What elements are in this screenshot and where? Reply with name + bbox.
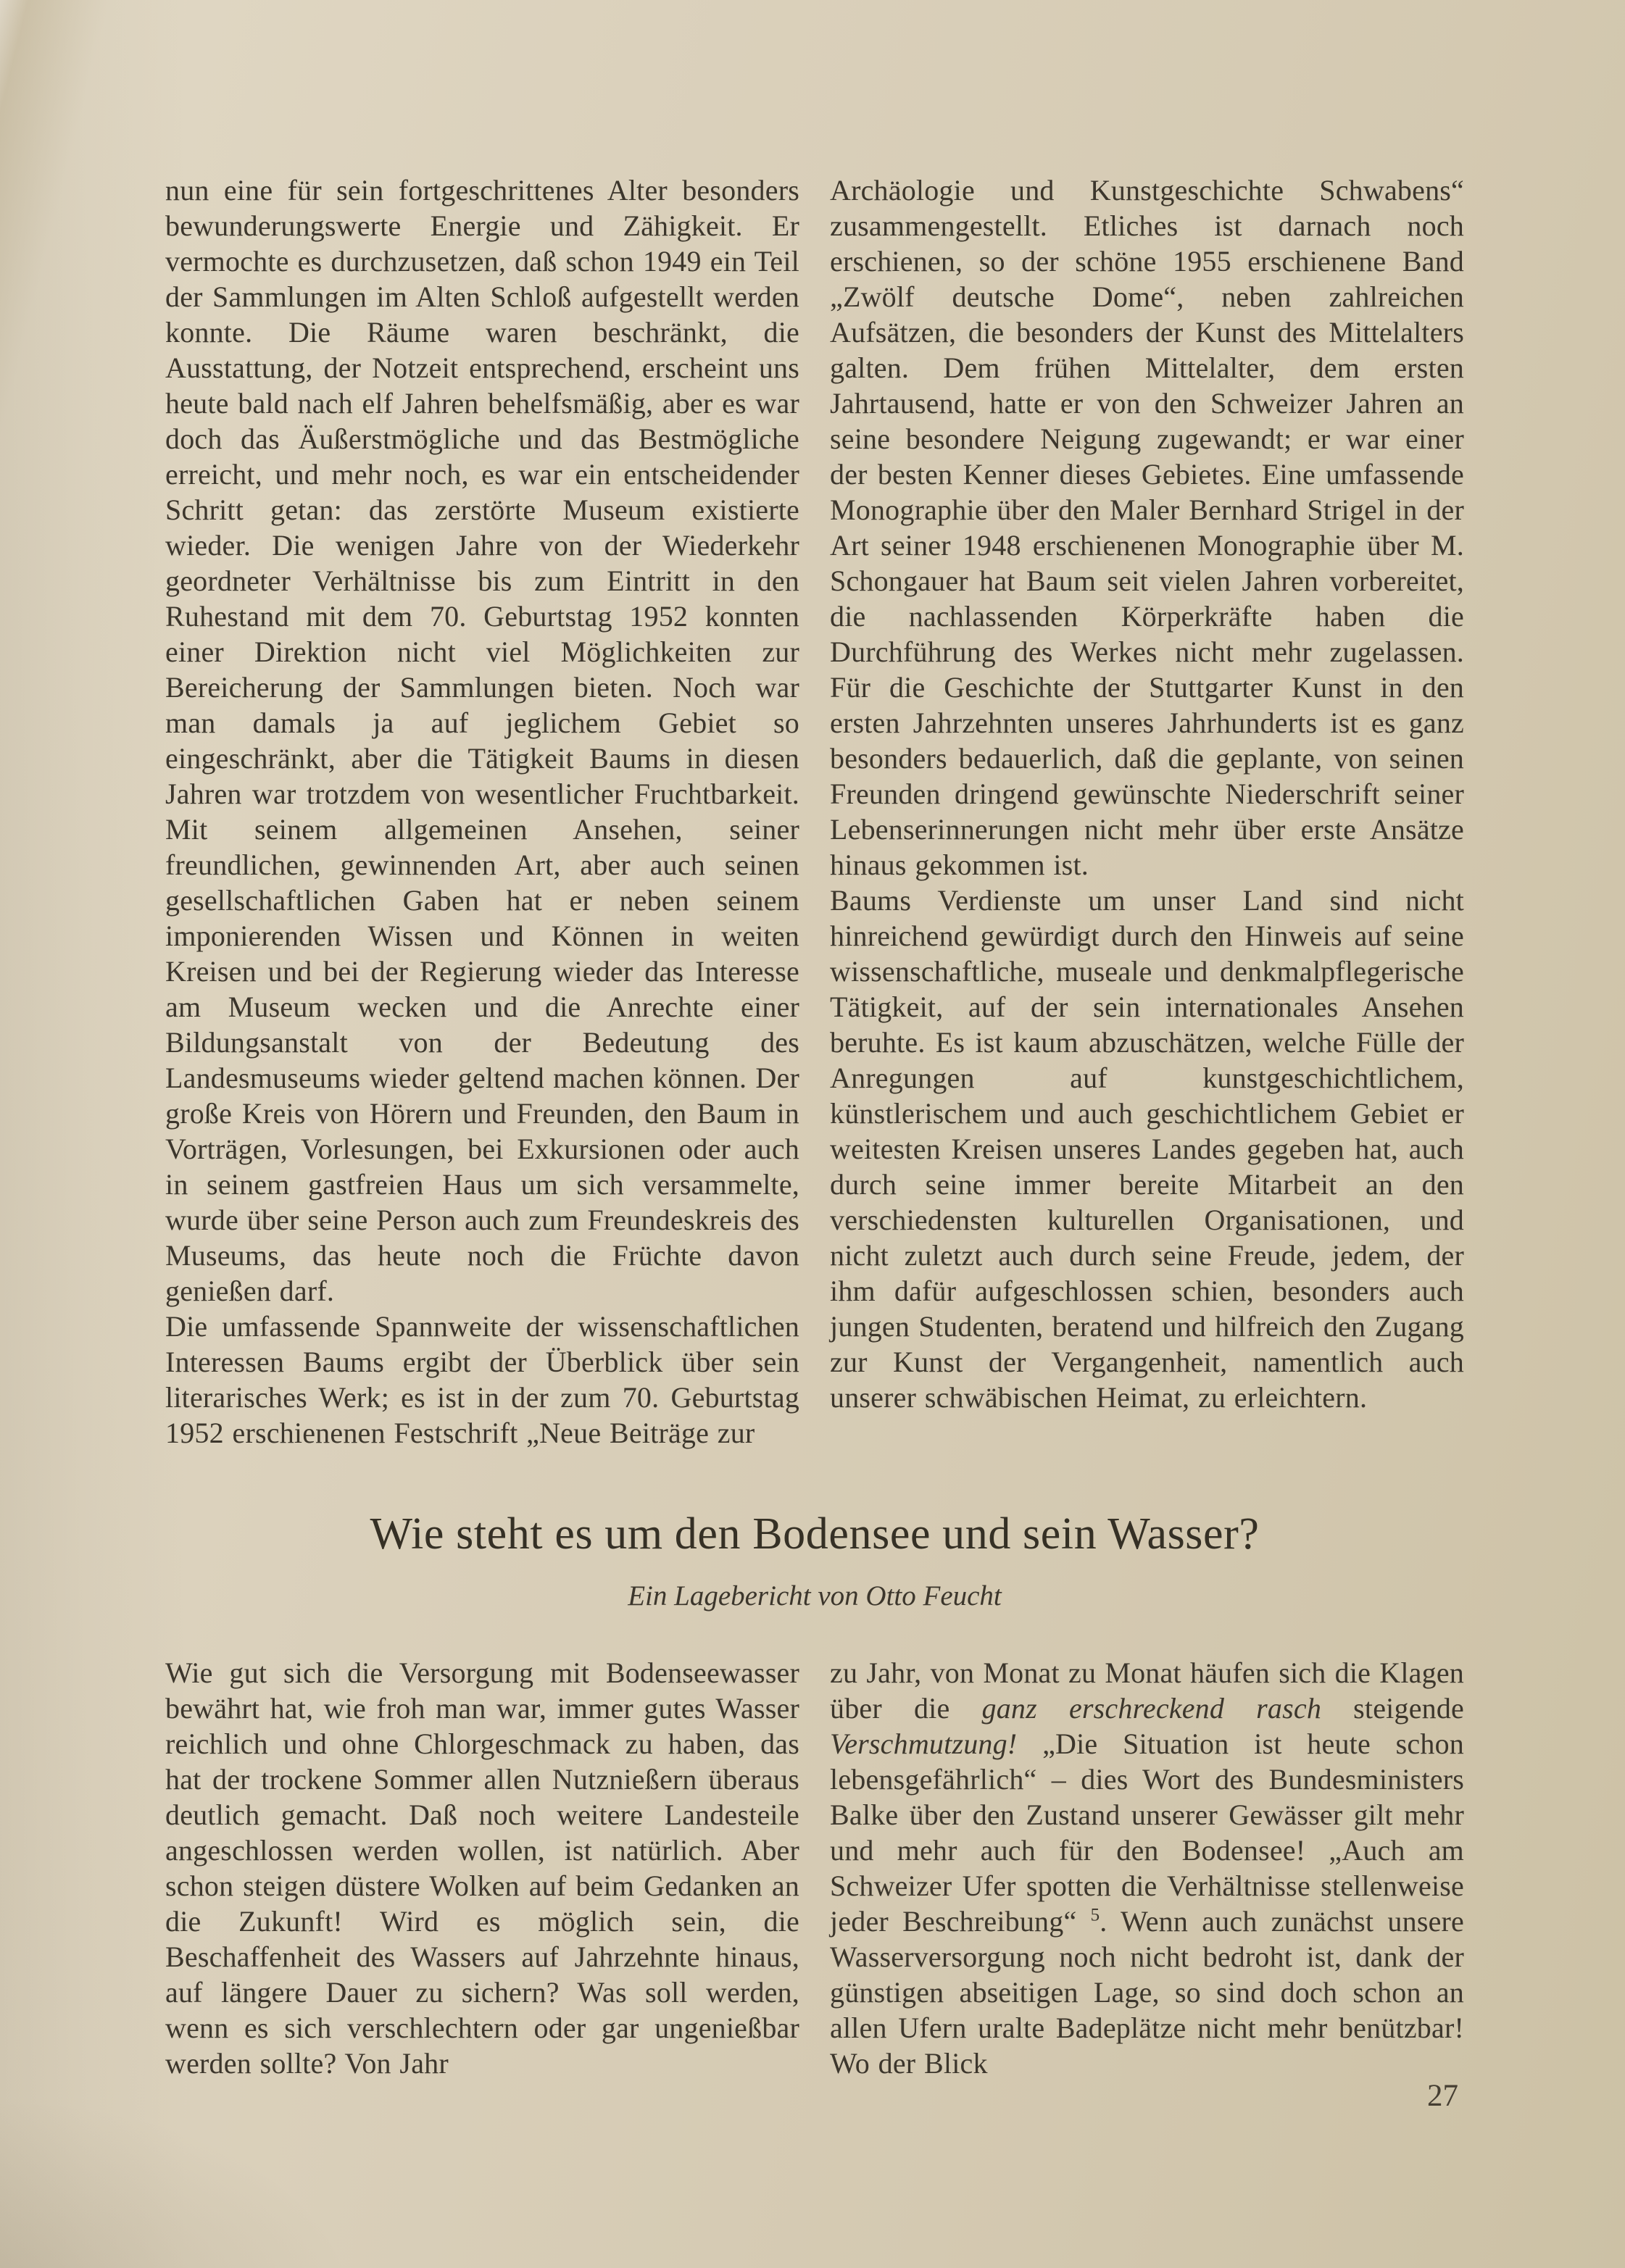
text-segment: „Die Situation ist heute schon lebensgefährlich“ – dies Wort des Bundesministers Balke über den Zustand unserer Gewässer gilt mehr und mehr auch für den Bodensee! „Auch am Schweizer Ufer spotten die Verhältnisse stellenweise jeder Beschreibung“: [830, 1727, 1464, 1938]
page-number: 27: [1427, 2079, 1458, 2113]
text-segment-italic: ganz erschreckend rasch: [981, 1692, 1322, 1725]
paragraph: nun eine für sein fortgeschrittenes Alter besonders bewunderungswerte Energie und Zähigkeit. Er vermochte es durchzusetzen, daß schon 1949 ein Teil der Sammlungen im Alten Schloß aufgestellt werden konnte. Die Räume waren beschränkt, die Ausstattung, der Notzeit entsprechend, erscheint uns heute bald nach elf Jahren behelfsmäßig, aber es war doch das Äußerstmögliche und das Bestmögliche erreicht, und mehr noch, es war ein entscheidender Schritt getan: das zerstörte Museum existierte wieder. Die wenigen Jahre von der Wiederkehr geordneter Verhältnisse bis zum Eintritt in den Ruhestand mit dem 70. Geburtstag 1952 konnten einer Direktion nicht viel Möglichkeiten zur Bereicherung der Sammlungen bieten. Noch war man damals ja auf jeglichem Gebiet so eingeschränkt, aber die Tätigkeit Baums in diesen Jahren war trotzdem von wesentlicher Fruchtbarkeit. Mit seinem allgemeinen Ansehen, seiner freundlichen, gewinnenden Art, aber auch seinen gesellschaftlichen Gaben hat er neben seinem imponierenden Wissen und Können in weiten Kreisen und bei der Regierung wieder das Interesse am Museum wecken und die Anrechte einer Bildungsanstalt von der Bedeutung des Landesmuseums wieder geltend machen können. Der große Kreis von Hörern und Freunden, den Baum in Vorträgen, Vorlesungen, bei Exkursionen oder auch in seinem gastfreien Haus um sich versammelte, wurde über seine Person auch zum Freundeskreis des Museums, das heute noch die Früchte davon genießen darf.: [165, 174, 799, 1307]
paragraph: Wie gut sich die Versorgung mit Bodenseewasser bewährt hat, wie froh man war, immer gutes Wasser reichlich und ohne Chlorgeschmack zu haben, das hat der trockene Sommer allen Nutznießern überaus deutlich gemacht. Daß noch weitere Landesteile angeschlossen werden wollen, ist natürlich. Aber schon steigen düstere Wolken auf beim Gedanken an die Zukunft! Wird es möglich sein, die Beschaffenheit des Wassers auf Jahrzehnte hinaus, auf längere Dauer zu sichern? Was soll werden, wenn es sich verschlechtern oder gar ungenießbar werden sollte? Von Jahr: [165, 1656, 799, 2080]
top-article-right-column: [830, 172, 1464, 1451]
top-article: [165, 172, 1464, 1451]
paragraph: Archäologie und Kunstgeschichte Schwabens“ zusammengestellt. Etliches ist darnach noch erschienen, so der schöne 1955 erschienene Band „Zwölf deutsche Dome“, neben zahlreichen Aufsätzen, die besonders der Kunst des Mittelalters galten. Dem frühen Mittelalter, dem ersten Jahrtausend, hatte er von den Schweizer Jahren an seine besondere Neigung zugewandt; er war einer der besten Kenner dieses Gebietes. Eine umfassende Monographie über den Maler Bernhard Strigel in der Art seiner 1948 erschienenen Monographie über M. Schongauer hat Baum seit vielen Jahren vorbereitet, die nachlassenden Körperkräfte haben die Durchführung des Werkes nicht mehr zugelassen. Für die Geschichte der Stuttgarter Kunst in den ersten Jahrzehnten unseres Jahrhunderts ist es ganz besonders bedauerlich, daß die geplante, von seinen Freunden dringend gewünschte Niederschrift seiner Lebenserinnerungen nicht mehr über erste Ansätze hinaus gekommen ist.: [830, 174, 1464, 881]
text-segment: . Wenn auch zunächst unsere Wasserversorgung noch nicht bedroht ist, dank der günstigen abseitigen Lage, so sind doch schon an allen Ufern uralte Badeplätze nicht mehr benützbar! Wo der Blick: [830, 1905, 1465, 2080]
paragraph: Baums Verdienste um unser Land sind nicht hinreichend gewürdigt durch den Hinweis auf seine wissenschaftliche, museale und denkmalpflegerische Tätigkeit, auf der sein internationales Ansehen beruhte. Es ist kaum abzuschätzen, welche Fülle der Anregungen auf kunstgeschichtlichem, künstlerischem und auch geschichtlichem Gebiet er weitesten Kreisen unseres Landes gegeben hat, auch durch seine immer bereite Mitarbeit an den verschiedensten kulturellen Organisationen, und nicht zuletzt auch durch seine Freude, jedem, der ihm dafür aufgeschlossen schien, besonders auch jungen Studenten, beratend und hilfreich den Zugang zur Kunst der Vergangenheit, namentlich auch unserer schwäbischen Heimat, zu erleichtern.: [830, 884, 1464, 1414]
footnote-reference: 5: [1090, 1905, 1100, 1925]
text-segment-italic: Verschmutzung!: [830, 1727, 1018, 1760]
text-segment: zu Jahr, von Monat zu Monat häufen sich die Klagen über die: [830, 1656, 1464, 1725]
paragraph: Die umfassende Spannweite der wissenschaftlichen Interessen Baums ergibt der Überblick über sein literarisches Werk; es ist in der zum 70. Geburtstag 1952 erschienenen Festschrift „Neue Beiträge zur: [165, 1310, 799, 1449]
page-content: [165, 172, 1464, 2081]
section-subtitle: Ein Lagebericht von Otto Feucht: [628, 1580, 1002, 1612]
bottom-article-left-column: [165, 1655, 799, 2081]
bottom-article: [165, 1655, 1464, 2081]
text-segment: steigende: [1321, 1692, 1464, 1725]
paragraph: [830, 1655, 1464, 2081]
bottom-article-right-column: [830, 1655, 1464, 2081]
section-title: Wie steht es um den Bodensee und sein Wasser?: [370, 1509, 1260, 1559]
top-article-left-column: [165, 172, 799, 1451]
